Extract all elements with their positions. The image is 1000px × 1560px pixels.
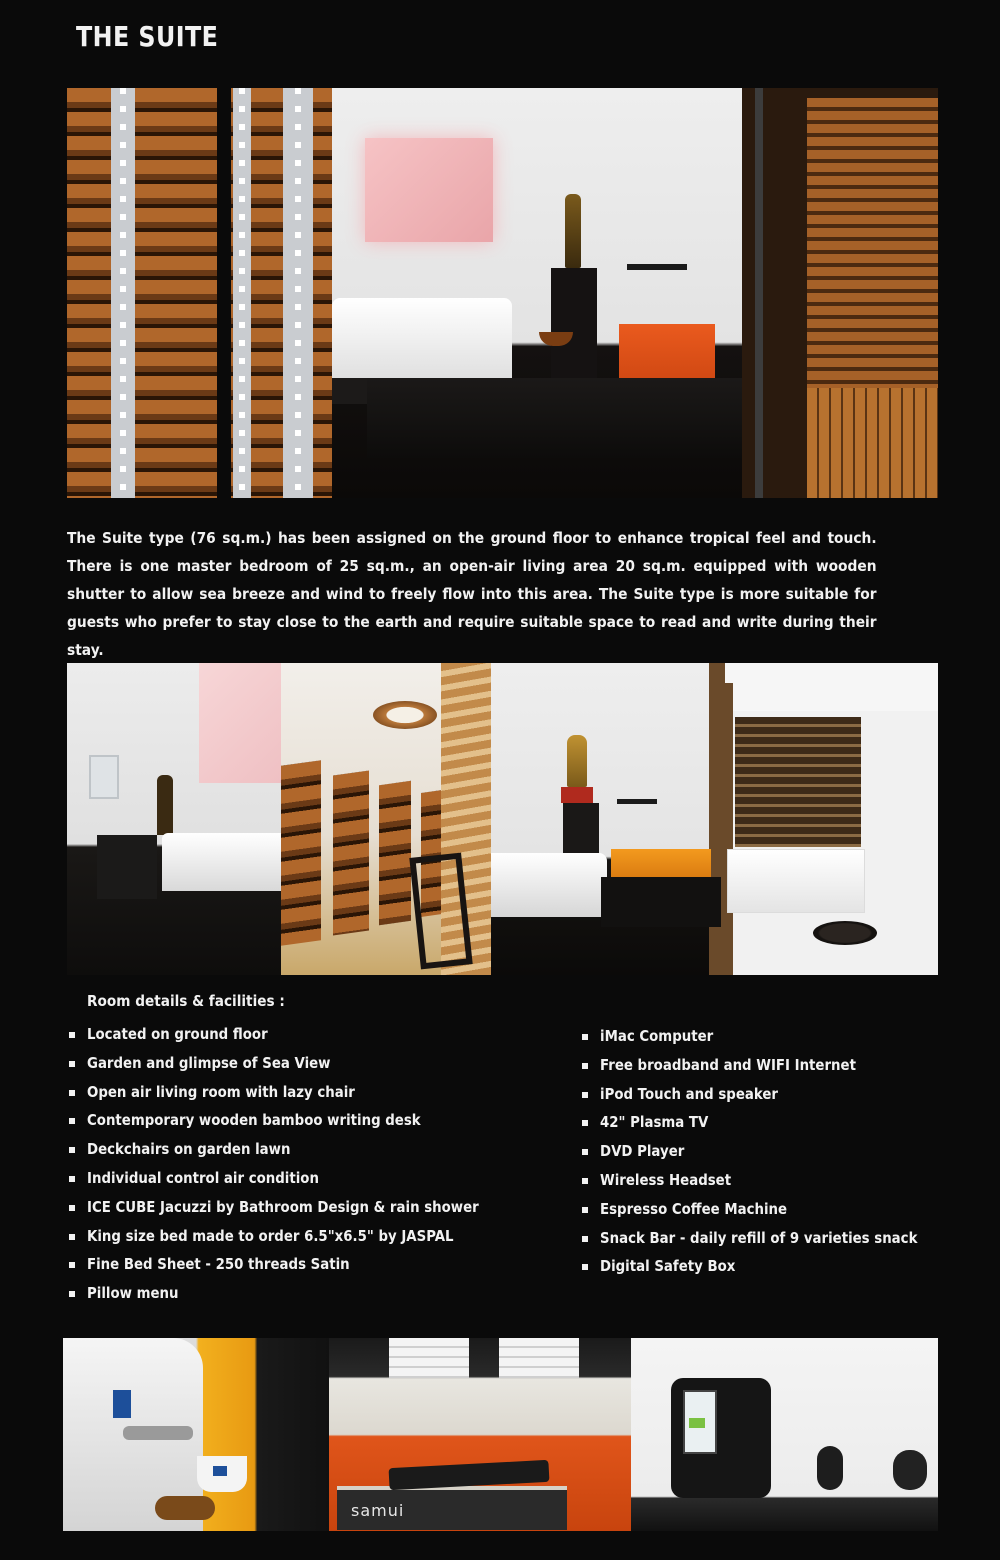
bullet-icon	[582, 1092, 588, 1098]
bullet-icon	[582, 1120, 588, 1126]
list-item: iPod Touch and speaker	[580, 1080, 960, 1109]
list-item: Garden and glimpse of Sea View	[67, 1049, 547, 1078]
espresso-machine-photo	[63, 1338, 329, 1531]
list-item: Free broadband and WIFI Internet	[580, 1051, 960, 1080]
bullet-icon	[69, 1234, 75, 1240]
list-item: Open air living room with lazy chair	[67, 1078, 547, 1107]
facilities-heading: Room details & facilities :	[87, 992, 285, 1010]
bullet-icon	[69, 1032, 75, 1038]
list-item: ICE CUBE Jacuzzi by Bathroom Design & rain shower	[67, 1193, 547, 1222]
bullet-icon	[69, 1262, 75, 1268]
list-item: Digital Safety Box	[580, 1252, 960, 1281]
page-title: THE SUITE	[76, 20, 219, 53]
list-item: DVD Player	[580, 1137, 960, 1166]
bullet-icon	[69, 1291, 75, 1297]
ice-cube-jacuzzi-photo	[725, 663, 938, 975]
list-item: Pillow menu	[67, 1279, 547, 1308]
bullet-icon	[69, 1118, 75, 1124]
list-item: Located on ground floor	[67, 1020, 547, 1049]
bullet-icon	[69, 1147, 75, 1153]
bullet-icon	[582, 1207, 588, 1213]
facilities-list-right	[580, 1022, 960, 1281]
list-item: Fine Bed Sheet - 250 threads Satin	[67, 1250, 547, 1279]
bullet-icon	[69, 1090, 75, 1096]
suite-hero-photo	[67, 88, 938, 498]
book-title-label: samui	[351, 1501, 405, 1520]
list-item: Wireless Headset	[580, 1166, 960, 1195]
shutters-lazy-chair-photo	[281, 663, 491, 975]
list-item: Deckchairs on garden lawn	[67, 1135, 547, 1164]
list-item: 42" Plasma TV	[580, 1108, 960, 1137]
bullet-icon	[582, 1236, 588, 1242]
list-item: King size bed made to order 6.5"x6.5" by JASPAL	[67, 1222, 547, 1251]
list-item: iMac Computer	[580, 1022, 960, 1051]
list-item: Espresso Coffee Machine	[580, 1195, 960, 1224]
list-item: Contemporary wooden bamboo writing desk	[67, 1106, 547, 1135]
ipad-book-photo	[329, 1338, 631, 1531]
bullet-icon	[69, 1205, 75, 1211]
bullet-icon	[69, 1176, 75, 1182]
suite-description: The Suite type (76 sq.m.) has been assigned on the ground floor to enhance tropical feel and touch. There is one master bedroom of 25 sq.m., an open-air living area 20 sq.m. equipped with wooden shutter to allow sea breeze and wind to freely flow into this area. The Suite type is more suitable for guests who prefer to stay close to the earth and require suitable space to read and write during their stay.	[67, 529, 877, 659]
bullet-icon	[69, 1061, 75, 1067]
bullet-icon	[582, 1034, 588, 1040]
list-item: Snack Bar - daily refill of 9 varieties snack	[580, 1224, 960, 1253]
bullet-icon	[582, 1178, 588, 1184]
bullet-icon	[582, 1149, 588, 1155]
facilities-list-left	[67, 1020, 547, 1308]
bedroom-desk-photo	[67, 663, 281, 975]
ipod-speaker-headset-photo	[631, 1338, 938, 1531]
bedroom-orange-sofa-photo	[491, 663, 725, 975]
bullet-icon	[582, 1063, 588, 1069]
bullet-icon	[582, 1264, 588, 1270]
list-item: Individual control air condition	[67, 1164, 547, 1193]
